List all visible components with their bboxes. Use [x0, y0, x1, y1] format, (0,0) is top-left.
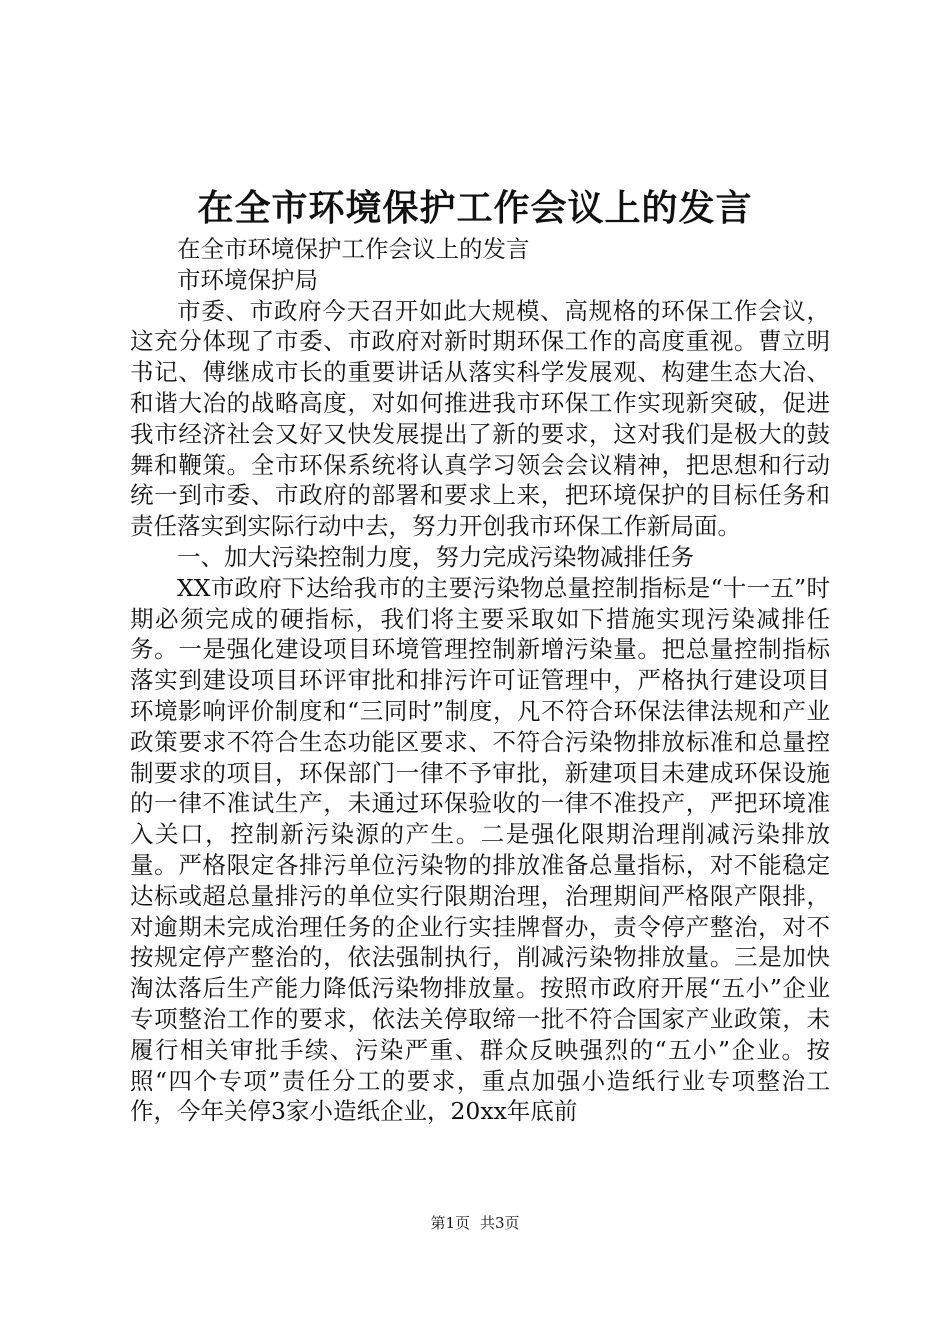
paragraph-section-1: XX市政府下达给我市的主要污染物总量控制指标是“十一五”时期必须完成的硬指标，我们将主要采取如下措施实现污染减排任务。一是强化建设项目环境管理控制新增污染量。把总量控制指标落实到建设项目环评审批和排污许可证管理中，严格执行建设项目环境影响评价制度和“三同时”制度，凡不符合环保法律法规和产业政策要求不符合生态功能区要求、不符合污染物排放标准和总量控制要求的项目，环保部门一律不予审批，新建项目未建成环保设施的一律不准试生产，未通过环保验收的一律不准投产，严把环境准入关口，控制新污染源的产生。二是强化限期治理削减污染排放量。严格限定各排污单位污染物的排放准备总量指标，对不能稳定达标或超总量排污的单位实行限期治理，治理期间严格限产限排，对逾期未完成治理任务的企业行实挂牌督办，责令停产整治，对不按规定停产整治的，依法强制执行，削减污染物排放量。三是加快淘汰落后生产能力降低污染物排放量。按照市政府开展“五小”企业专项整治工作的要求，依法关停取缔一批不符合国家产业政策，未履行相关审批手续、污染严重、群众反映强烈的“五小”企业。按照“四个专项”责任分工的要求，重点加强小造纸行业专项整治工作，今年关停3家小造纸企业，20xx年底前 [130, 573, 830, 1126]
paragraph-author: 市环境保护局 [177, 265, 318, 294]
page-number: 第1页 [430, 1214, 470, 1232]
page-footer [0, 1212, 950, 1234]
paragraph-heading-repeat: 在全市环境保护工作会议上的发言 [177, 235, 530, 263]
section-heading-1: 一、加大污染控制力度，努力完成污染物减排任务 [177, 542, 694, 571]
page-total: 共3页 [480, 1214, 520, 1232]
document-body [130, 234, 830, 1127]
paragraph-intro: 市委、市政府今天召开如此大规模、高规格的环保工作会议，这充分体现了市委、市政府对新时期环保工作的高度重视。曹立明书记、傅继成市长的重要讲话从落实科学发展观、构建生态大冶、和谐大冶的战略高度，对如何推进我市环保工作实现新突破，促进我市经济社会又好又快发展提出了新的要求，这对我们是极大的鼓舞和鞭策。全市环保系统将认真学习领会会议精神，把思想和行动统一到市委、市政府的部署和要求上来，把环境保护的目标任务和责任落实到实际行动中去，努力开创我市环保工作新局面。 [130, 296, 830, 541]
document-title: 在全市环境保护工作会议上的发言 [197, 187, 753, 229]
